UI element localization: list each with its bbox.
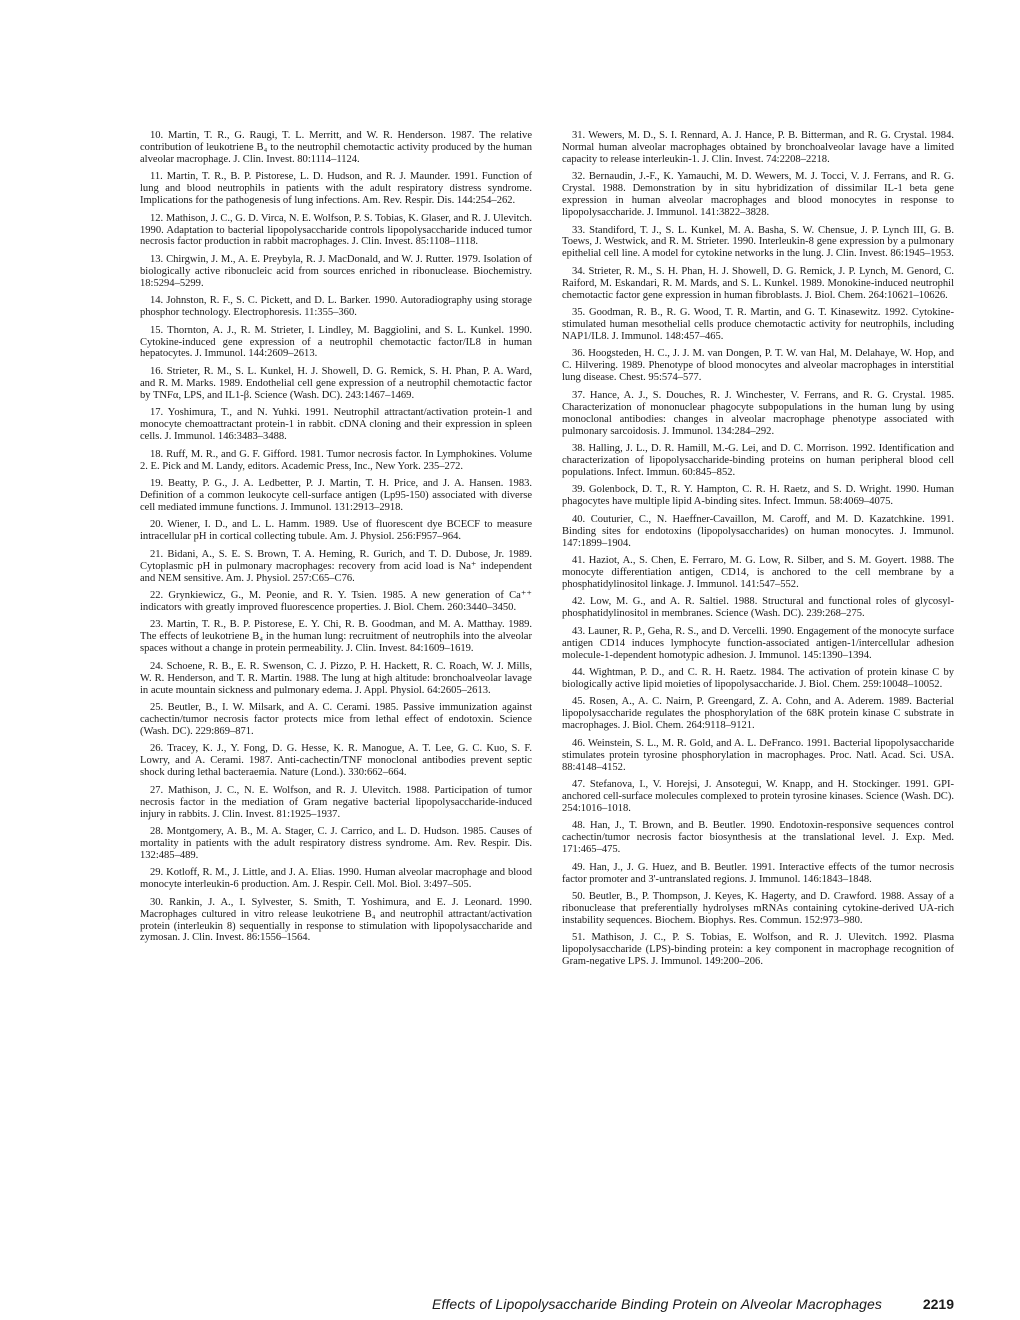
reference-10: 10. Martin, T. R., G. Raugi, T. L. Merritt, and W. R. Henderson. 1987. The relative contribution of leukotriene B₄ to the neutrophil chemotactic activity produced by the human alveolar macrophage. J. Clin. Invest. 80:1114–1124. bbox=[140, 130, 532, 165]
reference-29: 29. Kotloff, R. M., J. Little, and J. A. Elias. 1990. Human alveolar macrophage and blood monocyte interleukin-6 production. Am. J. Respir. Cell. Mol. Biol. 3:497–505. bbox=[140, 867, 532, 891]
reference-47: 47. Stefanova, I., V. Horejsi, J. Ansotegui, W. Knapp, and H. Stockinger. 1991. GPI-anchored cell-surface molecules complexed to protein tyrosine kinases. Science (Wash. DC). 254:1016–1018. bbox=[562, 779, 954, 814]
reference-19: 19. Beatty, P. G., J. A. Ledbetter, P. J. Martin, T. H. Price, and J. A. Hansen. 1983. Definition of a common leukocyte cell-surface antigen (Lp95-150) associated with diverse cell mediated immune functions. J. Immunol. 131:2913–2918. bbox=[140, 478, 532, 513]
reference-35: 35. Goodman, R. B., R. G. Wood, T. R. Martin, and G. T. Kinasewitz. 1992. Cytokine-stimulated human mesothelial cells produce chemotactic activity for neutrophils, including NAP1/IL8. J. Immunol. 148:457–465. bbox=[562, 307, 954, 342]
reference-46: 46. Weinstein, S. L., M. R. Gold, and A. L. DeFranco. 1991. Bacterial lipopolysaccharide stimulates protein tyrosine phosphorylation in macrophages. Proc. Natl. Acad. Sci. USA. 88:4148–4152. bbox=[562, 737, 954, 773]
reference-32: 32. Bernaudin, J.-F., K. Yamauchi, M. D. Wewers, M. J. Tocci, V. J. Ferrans, and R. G. Crystal. 1988. Demonstration by in situ hybridization of dissimilar IL-1 beta gene expression in human alveolar macrophages and blood monocytes in response to lipopolysaccharide. J. Immunol. 141:3822–3828. bbox=[562, 171, 954, 219]
reference-28: 28. Montgomery, A. B., M. A. Stager, C. J. Carrico, and L. D. Hudson. 1985. Causes of mortality in patients with the adult respiratory distress syndrome. Am. Rev. Respir. Dis. 132:485–489. bbox=[140, 826, 532, 861]
reference-22: 22. Grynkiewicz, G., M. Peonie, and R. Y. Tsien. 1985. A new generation of Ca⁺⁺ indicators with greatly improved fluorescence properties. J. Biol. Chem. 260:3440–3450. bbox=[140, 590, 532, 613]
reference-39: 39. Golenbock, D. T., R. Y. Hampton, C. R. H. Raetz, and S. D. Wright. 1990. Human phagocytes have multiple lipid A-binding sites. Infect. Immun. 58:4069–4075. bbox=[562, 484, 954, 508]
reference-31: 31. Wewers, M. D., S. I. Rennard, A. J. Hance, P. B. Bitterman, and R. G. Crystal. 1984. Normal human alveolar macrophages obtained by bronchoalveolar lavage have a limited capacity to release interleukin-1. J. Clin. Invest. 74:2208–2218. bbox=[562, 130, 954, 165]
reference-13: 13. Chirgwin, J. M., A. E. Preybyla, R. J. MacDonald, and W. J. Rutter. 1979. Isolation of biologically active ribonucleic acid from sources enriched in ribonuclease. Biochemistry. 18:5294–5299. bbox=[140, 253, 532, 289]
reference-21: 21. Bidani, A., S. E. S. Brown, T. A. Heming, R. Gurich, and T. D. Dubose, Jr. 1989. Cytoplasmic pH in pulmonary macrophages: recovery from acid load is Na⁺ independent and NEM sensitive. Am. J. Physiol. 257:C65–C76. bbox=[140, 548, 532, 584]
reference-44: 44. Wightman, P. D., and C. R. H. Raetz. 1984. The activation of protein kinase C by biologically active lipid moieties of lipopolysaccharide. J. Biol. Chem. 259:10048–10052. bbox=[562, 667, 954, 690]
reference-14: 14. Johnston, R. F., S. C. Pickett, and D. L. Barker. 1990. Autoradiography using storage phosphor technology. Electrophoresis. 11:355–360. bbox=[140, 295, 532, 319]
reference-42: 42. Low, M. G., and A. R. Saltiel. 1988. Structural and functional roles of glycosyl-phosphatidylinositol in membranes. Science (Wash. DC). 239:268–275. bbox=[562, 596, 954, 620]
reference-50: 50. Beutler, B., P. Thompson, J. Keyes, K. Hagerty, and D. Crawford. 1988. Assay of a ribonuclease that preferentially hydrolyses mRNAs containing cytokine-derived UA-rich instability sequences. Biochem. Biophys. Res. Commun. 152:973–980. bbox=[562, 891, 954, 926]
reference-51: 51. Mathison, J. C., P. S. Tobias, E. Wolfson, and R. J. Ulevitch. 1992. Plasma lipopolysaccharide (LPS)-binding protein: a key component in macrophage recognition of Gram-negative LPS. J. Immunol. 149:200–206. bbox=[562, 932, 954, 968]
reference-37: 37. Hance, A. J., S. Douches, R. J. Winchester, V. Ferrans, and R. G. Crystal. 1985. Characterization of mononuclear phagocyte subpopulations in the human lung by using monoclonal antibodies: changes in alveolar macrophage phenotype associated with pulmonary sarcoidosis. J. Immunol. 134:284–292. bbox=[562, 389, 954, 437]
reference-23: 23. Martin, T. R., B. P. Pistorese, E. Y. Chi, R. B. Goodman, and M. A. Matthay. 1989. The effects of leukotriene B₄ in the human lung: recruitment of neutrophils into the alveolar spaces without a change in protein permeability. J. Clin. Invest. 84:1609–1619. bbox=[140, 619, 532, 655]
reference-24: 24. Schoene, R. B., E. R. Swenson, C. J. Pizzo, P. H. Hackett, R. C. Roach, W. J. Mills, W. R. Henderson, and T. R. Martin. 1988. The lung at high altitude: bronchoalveolar lavage in acute mountain sickness and pulmonary edema. J. Appl. Physiol. 64:2605–2613. bbox=[140, 660, 532, 696]
reference-25: 25. Beutler, B., I. W. Milsark, and A. C. Cerami. 1985. Passive immunization against cachectin/tumor necrosis factor protects mice from lethal effect of endotoxin. Science (Wash. DC). 229:869–871. bbox=[140, 702, 532, 737]
references-column-right bbox=[562, 130, 954, 974]
reference-36: 36. Hoogsteden, H. C., J. J. M. van Dongen, P. T. W. van Hal, M. Delahaye, W. Hop, and C. Hilvering. 1989. Phenotype of blood monocytes and alveolar macrophages in interstitial lung disease. Chest. 95:574–577. bbox=[562, 348, 954, 384]
page-number: 2219 bbox=[922, 1296, 954, 1312]
reference-12: 12. Mathison, J. C., G. D. Virca, N. E. Wolfson, P. S. Tobias, K. Glaser, and R. J. Ulevitch. 1990. Adaptation to bacterial lipopolysaccharide controls lipopolysaccharide induced tumor necrosis factor production in rabbit macrophages. J. Clin. Invest. 85:1108–1118. bbox=[140, 212, 533, 248]
reference-27: 27. Mathison, J. C., N. E. Wolfson, and R. J. Ulevitch. 1988. Participation of tumor necrosis factor in the mediation of Gram negative bacterial lipopolysaccharide-induced injury in rabbits. J. Clin. Invest. 81:1925–1937. bbox=[140, 784, 532, 820]
reference-17: 17. Yoshimura, T., and N. Yuhki. 1991. Neutrophil attractant/activation protein-1 and monocyte chemoattractant protein-1 in rabbit. cDNA cloning and their expression in spleen cells. J. Immunol. 146:3483–3488. bbox=[140, 407, 532, 443]
running-title: Effects of Lipopolysaccharide Binding Protein on Alveolar Macrophages bbox=[432, 1296, 882, 1312]
reference-49: 49. Han, J., J. G. Huez, and B. Beutler. 1991. Interactive effects of the tumor necrosis factor promoter and 3'-untranslated regions. J. Immunol. 146:1843–1848. bbox=[562, 861, 954, 885]
reference-45: 45. Rosen, A., A. C. Nairn, P. Greengard, Z. A. Cohn, and A. Aderem. 1989. Bacterial lipopolysaccharide regulates the phosphorylation of the 68K protein kinase C substrate in macrophages. J. Biol. Chem. 264:9118–9121. bbox=[562, 696, 954, 732]
reference-43: 43. Launer, R. P., Geha, R. S., and D. Vercelli. 1990. Engagement of the monocyte surface antigen CD14 induces lymphocyte function-associated antigen-1/intercellular adhesion molecule-1-dependent homotypic adhesion. J. Immunol. 145:1390–1394. bbox=[562, 625, 954, 661]
references-column-left bbox=[140, 130, 532, 950]
reference-30: 30. Rankin, J. A., I. Sylvester, S. Smith, T. Yoshimura, and E. J. Leonard. 1990. Macrophages cultured in vitro release leukotriene B₄ and neutrophil attractant/activation protein (interleukin 8) sequentially in response to stimulation with lipopolysaccharide and zymosan. J. Clin. Invest. 86:1556–1564. bbox=[140, 896, 532, 944]
reference-41: 41. Haziot, A., S. Chen, E. Ferraro, M. G. Low, R. Silber, and S. M. Goyert. 1988. The monocyte differentiation antigen, CD14, is anchored to the cell membrane by a phosphatidylinositol linkage. J. Immunol. 141:547–552. bbox=[562, 555, 954, 590]
reference-48: 48. Han, J., T. Brown, and B. Beutler. 1990. Endotoxin-responsive sequences control cachectin/tumor necrosis factor biosynthesis at the translational level. J. Exp. Med. 171:465–475. bbox=[562, 820, 954, 856]
reference-11: 11. Martin, T. R., B. P. Pistorese, L. D. Hudson, and R. J. Maunder. 1991. Function of lung and blood neutrophils in patients with the adult respiratory distress syndrome. Implications for the pathogenesis of lung infections. Am. Rev. Respir. Dis. 144:254–262. bbox=[140, 171, 532, 207]
reference-20: 20. Wiener, I. D., and L. L. Hamm. 1989. Use of fluorescent dye BCECF to measure intracellular pH in cortical collecting tubule. Am. J. Physiol. 256:F957–964. bbox=[140, 519, 532, 543]
reference-38: 38. Halling, J. L., D. R. Hamill, M.-G. Lei, and D. C. Morrison. 1992. Identification and characterization of lipopolysaccharide-binding proteins on human peripheral blood cell populations. Infect. Immun. 60:845–852. bbox=[562, 443, 954, 478]
reference-26: 26. Tracey, K. J., Y. Fong, D. G. Hesse, K. R. Manogue, A. T. Lee, G. C. Kuo, S. F. Lowry, and A. Cerami. 1987. Anti-cachectin/TNF monoclonal antibodies prevent septic shock during lethal bacteraemia. Nature (Lond.). 330:662–664. bbox=[140, 743, 532, 779]
reference-33: 33. Standiford, T. J., S. L. Kunkel, M. A. Basha, S. W. Chensue, J. P. Lynch III, G. B. Toews, J. Westwick, and R. M. Strieter. 1990. Interleukin-8 gene expression by a pulmonary epithelial cell line. A model for cytokine networks in the lung. J. Clin. Invest. 86:1945–1953. bbox=[562, 224, 954, 260]
reference-34: 34. Strieter, R. M., S. H. Phan, H. J. Showell, D. G. Remick, J. P. Lynch, M. Genord, C. Raiford, M. Eskandari, R. M. Mards, and S. L. Kunkel. 1989. Monokine-induced neutrophil chemotactic factor gene expression in human fibroblasts. J. Biol. Chem. 264:10621–10626. bbox=[562, 265, 954, 301]
reference-15: 15. Thornton, A. J., R. M. Strieter, I. Lindley, M. Baggiolini, and S. L. Kunkel. 1990. Cytokine-induced gene expression of a neutrophil chemotactic factor/IL8 in human hepatocytes. J. Immunol. 144:2609–2613. bbox=[140, 324, 532, 360]
reference-16: 16. Strieter, R. M., S. L. Kunkel, H. J. Showell, D. G. Remick, S. H. Phan, P. A. Ward, and R. M. Marks. 1989. Endothelial cell gene expression of a neutrophil chemotactic factor by TNFα, LPS, and IL1-β. Science (Wash. DC). 243:1467–1469. bbox=[140, 365, 532, 401]
reference-18: 18. Ruff, M. R., and G. F. Gifford. 1981. Tumor necrosis factor. In Lymphokines. Volume 2. E. Pick and M. Landy, editors. Academic Press, Inc., New York. 235–272. bbox=[140, 448, 532, 472]
page-footer bbox=[140, 1296, 954, 1316]
reference-40: 40. Couturier, C., N. Haeffner-Cavaillon, M. Caroff, and M. D. Kazatchkine. 1991. Binding sites for endotoxins (lipopolysaccharides) on human monocytes. J. Immunol. 147:1899–1904. bbox=[562, 513, 954, 549]
